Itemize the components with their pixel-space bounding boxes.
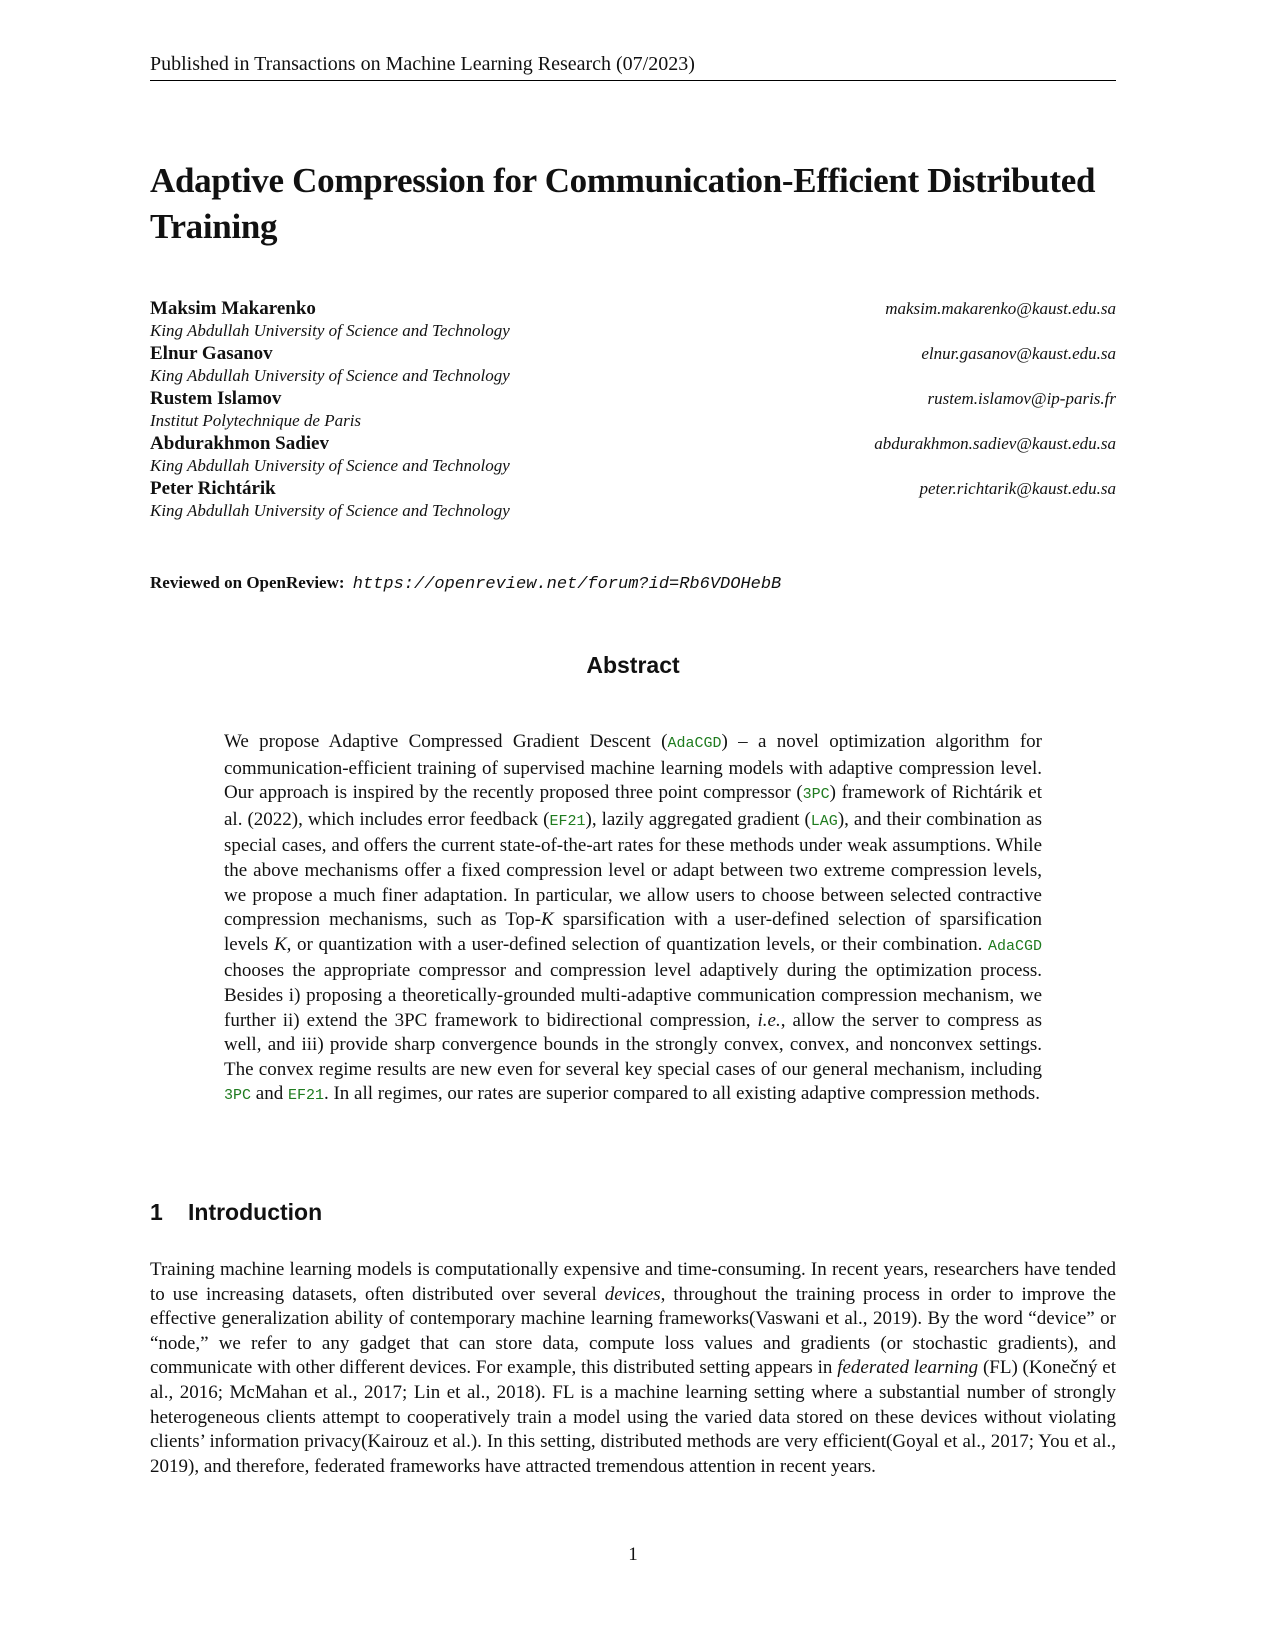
author-entry: [150, 343, 1116, 388]
abstract-text: ) – a novel optimization algorithm for communication-efficient training of supervised machine learning models with adaptive compression level. Our approach is inspired by the recently proposed three point compressor (: [224, 731, 1042, 804]
section-title: Introduction: [188, 1199, 323, 1225]
author-entry: [150, 433, 1116, 478]
author-email: elnur.gasanov@kaust.edu.sa: [921, 344, 1116, 363]
paper-title: [150, 158, 1116, 250]
abstract-text: We propose Adaptive Compressed Gradient Descent (: [224, 731, 668, 752]
title-line-2: Training: [150, 207, 278, 246]
page-number: 1: [628, 1544, 638, 1565]
author-name: Peter Richtárik: [150, 478, 276, 499]
method-name-link[interactable]: 3PC: [224, 1087, 252, 1105]
introduction-body: [150, 1258, 1116, 1479]
author-affiliation: King Abdullah University of Science and Technology: [150, 321, 510, 340]
emphasis-text: i.e.: [757, 1009, 781, 1031]
abstract-text: sparsification with a user-defined selection of sparsification levels: [224, 909, 1042, 955]
method-name-link[interactable]: AdaCGD: [667, 735, 722, 752]
review-label: Reviewed on OpenReview:: [150, 573, 345, 592]
author-entry: [150, 388, 1116, 433]
method-name-link[interactable]: 3PC: [802, 786, 830, 804]
running-head: Published in Transactions on Machine Learning Research (07/2023): [150, 52, 1116, 81]
author-email: maksim.makarenko@kaust.edu.sa: [885, 299, 1116, 318]
author-email: abdurakhmon.sadiev@kaust.edu.sa: [874, 434, 1116, 453]
author-affiliation: King Abdullah University of Science and Technology: [150, 366, 510, 385]
method-name-link[interactable]: EF21: [287, 1087, 324, 1105]
section-heading: [150, 1198, 322, 1226]
abstract-text: . In all regimes, our rates are superior compared to all existing adaptive compression methods.: [323, 1083, 1040, 1105]
abstract-text: ), and their combination as special cases, and offers the current state-of-the-art rates for these methods under weak assumptions. While the above mechanisms offer a fixed compression level or adapt between two extreme compression levels, we propose a much finer adaptation. In particular, we allow users to choose between selected contractive compression mechanisms, such as Top-: [224, 808, 1043, 931]
author-entry: [150, 478, 1116, 523]
abstract-text: chooses the appropriate compressor and compression level adaptively during the optimization process. Besides i) proposing a theoretically-grounded multi-adaptive communication compression mechanism, we further ii) extend the 3PC framework to bidirectional compression,: [224, 960, 1042, 1031]
author-name: Maksim Makarenko: [150, 298, 316, 319]
author-email: rustem.islamov@ip-paris.fr: [927, 389, 1116, 408]
intro-text: (FL) (Konečný et al., 2016; McMahan et al., 2017; Lin et al., 2018). FL is a machine learning setting where a substantial number of strongly heterogeneous clients attempt to cooperatively train a model using the varied data stored on these devices without violating clients’ information privacy(Kairouz et al.). In this setting, distributed methods are very efficient(Goyal et al., 2017; You et al., 2019), and therefore, federated frameworks have attracted tremendous attention in recent years.: [150, 1357, 1116, 1477]
method-name-link[interactable]: LAG: [810, 812, 838, 830]
abstract-text: , or quantization with a user-defined selection of quantization levels, or their combination.: [286, 933, 988, 955]
method-name-link[interactable]: EF21: [549, 812, 586, 830]
method-name-link[interactable]: AdaCGD: [987, 937, 1042, 955]
emphasis-text: federated learning: [837, 1357, 979, 1379]
review-line: [150, 572, 781, 596]
math-symbol: K: [273, 933, 287, 955]
author-name: Rustem Islamov: [150, 388, 282, 409]
abstract-text: ) framework of Richtárik et al. (2022), which includes error feedback (: [224, 782, 1042, 830]
section-number: 1: [150, 1199, 163, 1225]
openreview-link[interactable]: https://openreview.net/forum?id=Rb6VDOHebB: [352, 575, 782, 594]
abstract-text: , allow the server to compress as well, and iii) provide sharp convergence bounds in the strongly convex, convex, and nonconvex settings. The convex regime results are new even for several key special cases of our general mechanism, including: [224, 1009, 1042, 1080]
author-name: Abdurakhmon Sadiev: [150, 433, 329, 454]
abstract-heading: Abstract: [586, 652, 680, 678]
emphasis-text: devices: [604, 1283, 661, 1305]
intro-text: Training machine learning models is computationally expensive and time-consuming. In recent years, researchers have tended to use increasing datasets, often distributed over several: [150, 1259, 1116, 1305]
abstract-body: [224, 730, 1042, 1109]
author-entry: [150, 298, 1116, 343]
author-list: [150, 298, 1116, 523]
title-line-1: Adaptive Compression for Communication-Efficient Distributed: [150, 161, 1096, 200]
author-email: peter.richtarik@kaust.edu.sa: [919, 479, 1116, 498]
intro-text: , throughout the training process in order to improve the effective generalization ability of contemporary machine learning frameworks(Vaswani et al., 2019). By the word “device” or “node,” we refer to any gadget that can store data, compute loss values and gradients (or stochastic gradients), and communicate with other different devices. For example, this distributed setting appears in: [150, 1283, 1116, 1379]
author-name: Elnur Gasanov: [150, 343, 273, 364]
abstract-text: and: [251, 1083, 288, 1105]
math-symbol: K: [540, 909, 554, 931]
author-affiliation: Institut Polytechnique de Paris: [150, 411, 362, 430]
author-affiliation: King Abdullah University of Science and Technology: [150, 456, 510, 475]
abstract-text: ), lazily aggregated gradient (: [585, 808, 811, 830]
author-affiliation: King Abdullah University of Science and Technology: [150, 501, 510, 520]
